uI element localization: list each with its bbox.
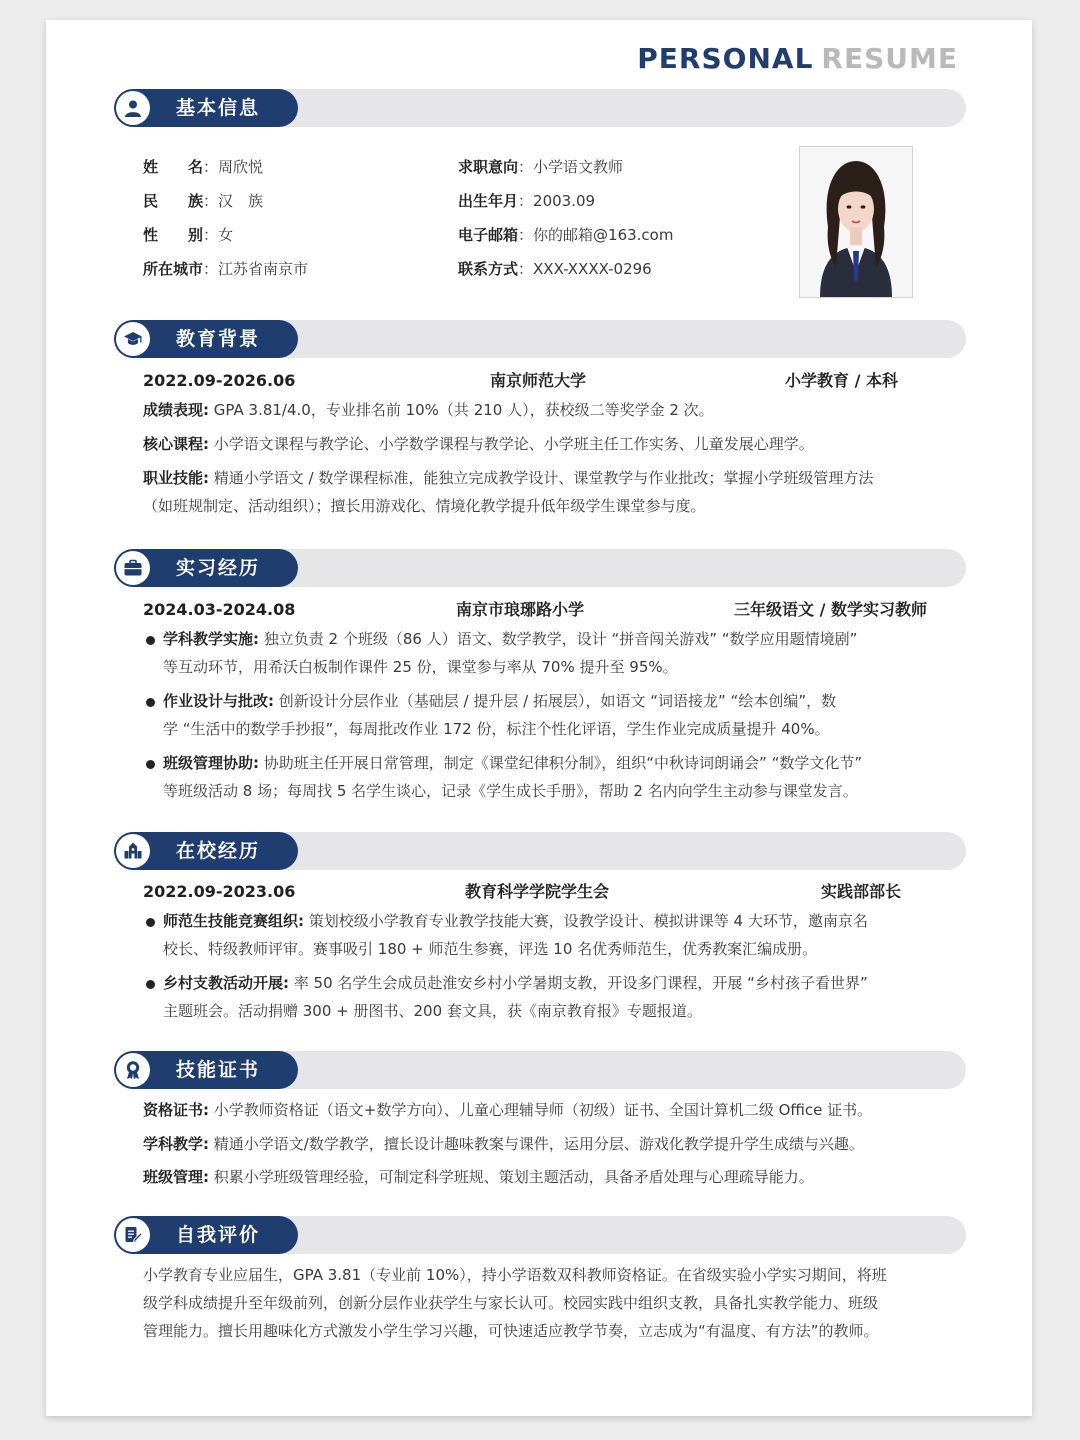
briefcase-icon xyxy=(116,551,150,585)
campus-org: 教育科学学院学生会 xyxy=(465,882,610,901)
item-line1: 协助班主任开展日常管理，制定《课堂纪律积分制》，组织“中秋诗词朗诵会” “数学文化节” xyxy=(263,754,863,772)
item-line1: 独立负责 2 个班级（86 人）语文、数学教学，设计 “拼音闯关游戏” “数学应用题情境剧” xyxy=(263,630,858,648)
item-line2: 等班级活动 8 场；每周找 5 名学生谈心，记录《学生成长手册》，帮助 2 名内向学生主动参与课堂发言。 xyxy=(163,782,858,800)
intent-row: 求职意向：小学语文教师 xyxy=(458,158,624,176)
internship-item xyxy=(163,687,836,743)
education-score xyxy=(143,398,714,422)
intent-label: 求职意向 xyxy=(458,158,519,176)
education-school: 南京师范大学 xyxy=(490,371,587,390)
section-title-self: 自我评价 xyxy=(176,1224,261,1246)
campus-item xyxy=(163,969,868,1025)
item-line2: 等互动环节，用希沃白板制作课件 25 份，课堂参与率从 70% 提升至 95%。 xyxy=(163,658,678,676)
ethnic-label: 民 族 xyxy=(143,192,204,210)
user-icon xyxy=(116,91,150,125)
internship-item xyxy=(163,749,862,805)
birth-row: 出生年月：2003.09 xyxy=(458,192,596,210)
gender-label: 性 别 xyxy=(143,226,204,244)
internship-item xyxy=(163,625,857,681)
section-title-internship: 实习经历 xyxy=(176,557,261,579)
self-line1: 小学教育专业应届生，GPA 3.81（专业前 10%），持小学语数双科教师资格证。在省级实验小学实习期间，将班 xyxy=(143,1266,887,1284)
item-line2: 学 “生活中的数学手抄报”，每周批改作业 172 份，标注个性化评语，学生作业完成质量提升 40%。 xyxy=(163,720,830,738)
city-row: 所在城市：江苏省南京市 xyxy=(143,260,309,278)
internship-org: 南京市琅琊路小学 xyxy=(456,600,585,619)
city-value: 江苏省南京市 xyxy=(218,260,309,278)
education-skill xyxy=(143,464,873,520)
name-label: 姓 名 xyxy=(143,158,204,176)
school-building-icon xyxy=(116,834,150,868)
skills-cert xyxy=(143,1098,872,1122)
phone-row: 联系方式：XXX-XXXX-0296 xyxy=(458,260,652,278)
brand-title xyxy=(637,42,958,75)
bullet-icon xyxy=(146,760,155,769)
brand-secondary: RESUME xyxy=(821,42,958,75)
name-row: 姓 名：周欣悦 xyxy=(143,158,264,176)
phone-value: XXX-XXXX-0296 xyxy=(533,260,652,278)
award-medal-icon xyxy=(116,1053,150,1087)
item-line2: 主题班会。活动捐赠 300 + 册图书、200 套文具，获《南京教育报》专题报道。 xyxy=(163,1002,702,1020)
gender-row: 性 别：女 xyxy=(143,226,234,244)
campus-item xyxy=(163,907,868,963)
skill-line2: （如班规制定、活动组织）；擅长用游戏化、情境化教学提升低年级学生课堂参与度。 xyxy=(143,497,706,515)
manage-label: 班级管理: xyxy=(143,1168,209,1186)
internship-role: 三年级语文 / 数学实习教师 xyxy=(734,600,927,619)
email-label: 电子邮箱 xyxy=(458,226,519,244)
section-header-skills xyxy=(114,1051,966,1089)
self-line2: 级学科成绩提升至年级前列，创新分层作业获学生与家长认可。校园实践中组织支教，具备扎实教学能力、班级 xyxy=(143,1294,879,1312)
name-value: 周欣悦 xyxy=(218,158,264,176)
birth-label: 出生年月 xyxy=(458,192,519,210)
bullet-icon xyxy=(146,636,155,645)
item-line1: 策划校级小学教育专业教学技能大赛，设教学设计、模拟讲课等 4 大环节，邀南京名 xyxy=(308,912,868,930)
section-title-education: 教育背景 xyxy=(176,328,261,350)
edit-document-icon xyxy=(116,1218,150,1252)
gender-value: 女 xyxy=(218,226,234,244)
item-label: 师范生技能竞赛组织: xyxy=(163,912,304,930)
bullet-icon xyxy=(146,980,155,989)
item-line2: 校长、特级教师评审。赛事吸引 180 + 师范生参赛，评选 10 名优秀师范生，优秀教案汇编成册。 xyxy=(163,940,818,958)
manage-value: 积累小学班级管理经验，可制定科学班规、策划主题活动，具备矛盾处理与心理疏导能力。 xyxy=(213,1168,814,1186)
self-line3: 管理能力。擅长用趣味化方式激发小学生学习兴趣，可快速适应教学节奏，立志成为“有温度、有方法”的教师。 xyxy=(143,1322,879,1340)
teach-value: 精通小学语文/数学教学，擅长设计趣味教案与课件，运用分层、游戏化教学提升学生成绩与兴趣。 xyxy=(213,1135,864,1153)
phone-label: 联系方式 xyxy=(458,260,519,278)
score-label: 成绩表现: xyxy=(143,401,209,419)
course-value: 小学语文课程与教学论、小学数学课程与教学论、小学班主任工作实务、儿童发展心理学。 xyxy=(213,435,814,453)
email-value: 你的邮箱@163.com xyxy=(533,226,674,244)
education-course xyxy=(143,432,814,456)
item-line1: 创新设计分层作业（基础层 / 提升层 / 拓展层），如语文 “词语接龙” “绘本创编”，数 xyxy=(278,692,837,710)
section-header-self xyxy=(114,1216,966,1254)
cert-value: 小学教师资格证（语文+数学方向）、儿童心理辅导师（初级）证书、全国计算机二级 Office 证书。 xyxy=(213,1101,873,1119)
item-label: 作业设计与批改: xyxy=(163,692,274,710)
campus-period: 2022.09-2023.06 xyxy=(143,882,296,901)
score-value: GPA 3.81/4.0，专业排名前 10%（共 210 人），获校级二等奖学金 2 次。 xyxy=(213,401,714,419)
profile-photo xyxy=(799,146,913,298)
city-label: 所在城市 xyxy=(143,260,204,278)
bullet-icon xyxy=(146,698,155,707)
section-title-basic: 基本信息 xyxy=(176,97,261,119)
skills-manage xyxy=(143,1165,814,1189)
internship-period: 2024.03-2024.08 xyxy=(143,600,296,619)
section-header-education xyxy=(114,320,966,358)
item-label: 学科教学实施: xyxy=(163,630,259,648)
skill-line1: 精通小学语文 / 数学课程标准，能独立完成教学设计、课堂教学与作业批改；掌握小学班级管理方法 xyxy=(213,469,874,487)
intent-value: 小学语文教师 xyxy=(533,158,624,176)
section-title-campus: 在校经历 xyxy=(176,840,261,862)
skills-teach xyxy=(143,1132,864,1156)
section-header-campus xyxy=(114,832,966,870)
section-title-skills: 技能证书 xyxy=(176,1059,261,1081)
email-row: 电子邮箱：你的邮箱@163.com xyxy=(458,226,674,244)
section-header-internship xyxy=(114,549,966,587)
skill-label: 职业技能: xyxy=(143,469,209,487)
course-label: 核心课程: xyxy=(143,435,209,453)
birth-value: 2003.09 xyxy=(533,192,596,210)
section-header-basic xyxy=(114,89,966,127)
self-evaluation xyxy=(143,1261,887,1345)
cert-label: 资格证书: xyxy=(143,1101,209,1119)
education-period: 2022.09-2026.06 xyxy=(143,371,296,390)
item-label: 班级管理协助: xyxy=(163,754,259,772)
education-major: 小学教育 / 本科 xyxy=(785,371,898,390)
graduation-cap-icon xyxy=(116,322,150,356)
item-label: 乡村支教活动开展: xyxy=(163,974,289,992)
resume-page xyxy=(46,20,1032,1416)
campus-role: 实践部部长 xyxy=(821,882,902,901)
brand-primary: PERSONAL xyxy=(637,42,814,75)
ethnic-value: 汉 族 xyxy=(218,192,264,210)
item-line1: 率 50 名学生会成员赴淮安乡村小学暑期支教，开设多门课程，开展 “乡村孩子看世界” xyxy=(293,974,868,992)
ethnic-row: 民 族：汉 族 xyxy=(143,192,264,210)
bullet-icon xyxy=(146,918,155,927)
teach-label: 学科教学: xyxy=(143,1135,209,1153)
